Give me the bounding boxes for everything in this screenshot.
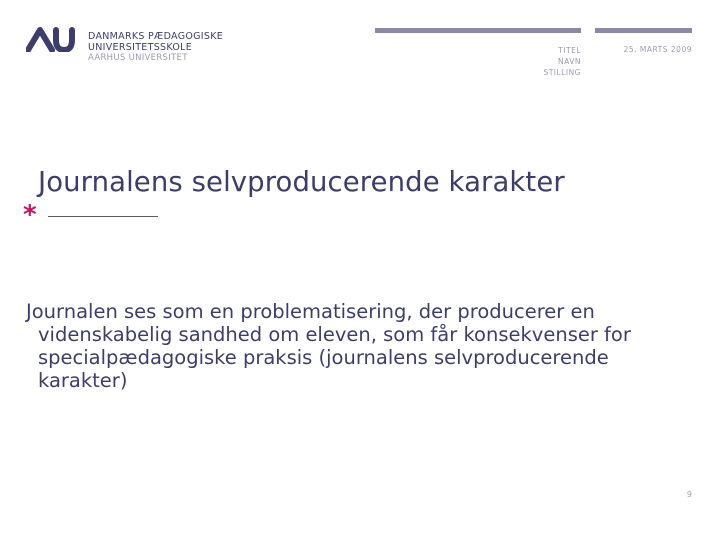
header-bar-left — [375, 28, 581, 33]
org-line-1: DANMARKS PÆDAGOGISKE — [88, 31, 224, 42]
org-line-2: UNIVERSITETSSKOLE — [88, 42, 193, 53]
meta-title: TITEL — [558, 46, 581, 55]
slide-title: Journalens selvproducerende karakter — [38, 166, 565, 198]
org-line-3: AARHUS UNIVERSITET — [88, 53, 188, 63]
presenter-meta — [543, 45, 581, 78]
meta-position: STILLING — [543, 68, 581, 77]
title-underline — [48, 216, 158, 217]
page-number: 9 — [686, 490, 692, 499]
body-paragraph: Journalen ses som en problematisering, der producerer en videnskabelig sandhed om eleven, som får konsekvenser for specialpædagogiske praksis (journalens selvproducerende karakter) — [26, 300, 631, 392]
meta-name: NAVN — [557, 57, 581, 66]
asterisk-marker: * — [23, 200, 37, 230]
slide-date: 25. MARTS 2009 — [623, 45, 692, 54]
header-bar-right — [595, 28, 692, 33]
organization-name — [88, 31, 223, 64]
slide-body — [26, 300, 696, 392]
university-logo-icon — [26, 26, 76, 52]
